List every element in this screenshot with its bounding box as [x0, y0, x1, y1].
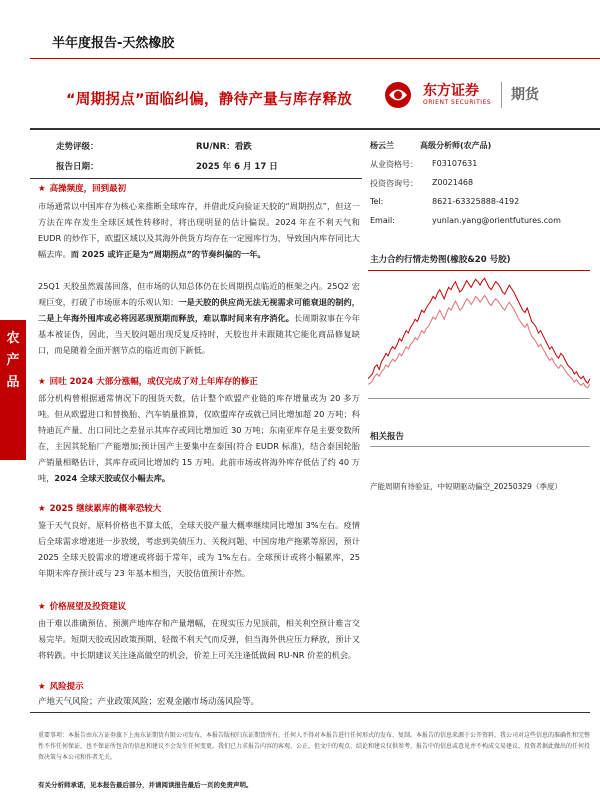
- date-value: 2025 年 6 月 17 日: [196, 162, 278, 172]
- rating-label: 走势评级：: [56, 142, 99, 152]
- rating-value: RU/NR：看跌: [196, 142, 252, 152]
- paragraph-4: [38, 517, 360, 581]
- date-label: 报告日期：: [56, 162, 99, 172]
- section-heading-text: 高操频度，回到最初: [49, 184, 127, 194]
- email-value[interactable]: yunlan.yang@orientfutures.com: [432, 216, 561, 225]
- star-icon: ★: [38, 682, 46, 692]
- section-heading-text: 回吐 2024 大部分涨幅，或仅完成了对上年库存的修正: [49, 377, 258, 387]
- top-rule: [30, 128, 600, 130]
- paragraph-text: 鉴于天气良好，原料价格也不算太低，全球天胶产量大概率继续同比增加 3%左右。疫情后全球需求增速进一步放缓，考虑到美债压力、关税问题、中国房地产拖累等原因，预计 2025 全球天胶需求的增速或将弱于常年，或为 1%左右。全球预计或将小幅累库，25 年期末库存预计或与 23 年基本相当，天胶估值预计亦然。: [38, 520, 360, 578]
- company-logo: [383, 78, 573, 112]
- tel-label: Tel:: [370, 197, 384, 206]
- section-heading-text: 价格展望及投资建议: [49, 602, 127, 612]
- advisor-value: Z0021468: [432, 178, 474, 187]
- side-category-tag: [0, 320, 26, 460]
- section-heading-text: 2025 继续累库的概率恐较大: [49, 504, 162, 514]
- related-report-link[interactable]: 产能周期有待验证，中短期驱动偏空_20250329（季度）: [370, 482, 562, 491]
- related-divider: [370, 446, 590, 447]
- tel-value: 8621-63325888-4192: [432, 197, 520, 206]
- disclaimer: 重要事项：本报告由东方证券旗下上海东证期货有限公司发布，本报告版权归东证期货所有，任何人不得对本报告进行任何形式的发布、复制。本报告的信息来源于公开资料，我公司对这些信息的准确性和完整性不作任何保证，也不保证所包含的信息和建议不会发生任何变更。我们已力求报告内容的客观、公正，但文中的观点、结论和建议仅供参考，报告中的信息或意见并不构成交易建议，投资者据此做出的任何投资决策与本公司和作者无关。: [38, 732, 591, 761]
- paragraph-emphasis: 2024 全球天胶或仅小幅去库。: [54, 473, 171, 483]
- related-reports-title: 相关报告: [370, 432, 405, 442]
- section-heading-4: [38, 600, 126, 612]
- paragraph-emphasis: 一是天胶的供应尚无法无视需求可能衰退的制约，二是上年海外囤库或必将因恶现预期而释放，难以靠时间来有序消化。: [38, 297, 360, 323]
- section-heading-2: [38, 375, 258, 387]
- section-heading-text: 风险提示: [49, 682, 84, 692]
- star-icon: ★: [38, 184, 46, 194]
- star-icon: ★: [38, 377, 46, 387]
- series-line-1: [368, 295, 590, 387]
- paragraph-text: 25Q1 天胶虽然震荡回落，但市场的认知总体仍在长周期拐点临近的框架之内。25Q2 宏观巨变，打破了市场原本的乐观认知：: [38, 281, 360, 307]
- paragraph-3: [38, 390, 360, 486]
- star-icon: ★: [38, 602, 46, 612]
- paragraph-2: [38, 278, 360, 358]
- email-label: Email:: [370, 216, 395, 225]
- footer-note: 有关分析师承诺，见本报告最后部分，并请阅读报告最后一页的免责声明。: [38, 781, 253, 789]
- orient-logo-icon: [383, 80, 417, 110]
- paragraph-text: 市场通常以中国库存为核心来推断全球库存，并借此反向验证天胶的“周期拐点”，但这一方法在库存发生全球区域性转移时，将出现明显的估计偏误。2024 年在不利天气和 EUDR 的炒作下，欧盟区域以及其海外供货方均存在一定囤库行为，导致国内库存同比大幅去库。: [38, 201, 360, 259]
- paragraph-5: [38, 615, 360, 663]
- paragraph-1: [38, 198, 360, 262]
- section-heading-1: [38, 182, 126, 194]
- star-icon: ★: [38, 504, 46, 514]
- chart-svg: [368, 270, 590, 396]
- report-type: 半年度报告-天然橡胶: [52, 36, 175, 51]
- logo-name: 东方证券: [423, 83, 479, 99]
- analyst-name: 杨云兰: [370, 141, 394, 150]
- header-divider: [30, 58, 600, 59]
- section-heading-3: [38, 502, 161, 514]
- meta-divider: [30, 178, 362, 179]
- logo-divider: [501, 82, 502, 108]
- paragraph-text: 部分机构曾根据通常情况下的囤货天数，估计整个欧盟产业链的库存增量或为 20 多万吨。但从欧盟进口和替换胎、汽车销量推算，仅欧盟库存或就已同比增加超 20 万吨；科特迪瓦产量、出口同比之差显示其库存或同比增加近 30 万吨；东南亚库存是主要变数所在，主因其轮胎厂产能增加;预计国产主要集中在泰国(符合 EUDR 标准)，结合泰国轮胎产销量相略估计，其库存或同比增加约 15 万吨。此前市场或将海外库存低估了约 40 万吨，: [38, 393, 360, 483]
- chart-title: 主力合约行情走势图(橡胶&20 号胶): [370, 255, 511, 265]
- logo-english-name: ORIENT SECURITIES: [423, 99, 492, 106]
- advisor-label: 投资咨询号：: [370, 179, 418, 188]
- side-category-label: 农产品: [6, 331, 20, 390]
- section-heading-5: [38, 680, 84, 692]
- risk-text: 产地天气风险；产业政策风险；宏观金融市场动荡风险等。: [38, 697, 260, 707]
- cert-value: F03107631: [432, 159, 478, 168]
- chart-axis: [368, 398, 590, 399]
- cert-label: 从业资格号：: [370, 160, 418, 169]
- paragraph-text: 由于难以准确预估、预测产地库存和产量增幅，在现实压力见顶前，相关利空预计难言交易完毕。短期天胶或因政策预期、轻微不利天气而反弹，但当海外供应压力释放，预计又将转跌。中长期建议关注逢高做空的机会，价差上可关注逢低做阔 RU-NR 价差的机会。: [38, 618, 360, 660]
- series-line-0: [368, 278, 590, 383]
- logo-subtitle: 期货: [511, 87, 539, 103]
- analyst-position: 高级分析师(农产品): [420, 141, 492, 150]
- paragraph-text: 长周期叙事在今年基本被证伪，因此，当天胶问题出现反复反持时，天胶也并未跟随其它能化商品修复缺口，而是随着全面开割节点的临近而创下新低。: [38, 313, 360, 355]
- page-title: “周期拐点”面临纠偏，静待产量与库存释放: [66, 92, 353, 108]
- disclaimer-divider: [30, 712, 590, 713]
- paragraph-emphasis: 而 2025 或许正是为“周期拐点”的节奏纠偏的一年。: [70, 249, 266, 259]
- price-chart: [368, 270, 590, 422]
